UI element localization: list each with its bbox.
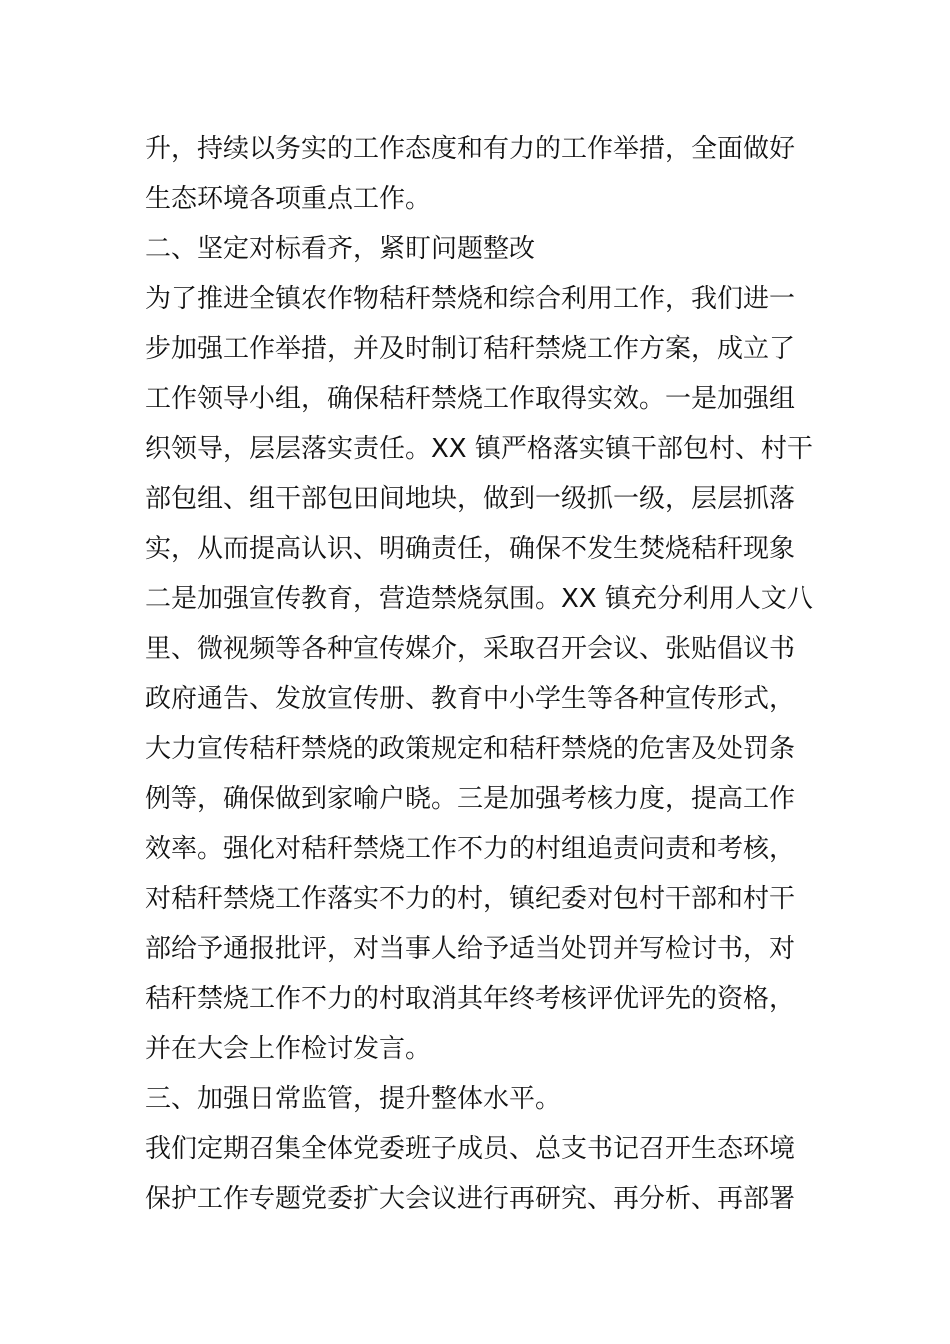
text-line: 部包组、组干部包田间地块，做到一级抓一级，层层抓落 [145, 484, 796, 514]
text-line: 里、微视频等各种宣传媒介，采取召开会议、张贴倡议书 [145, 634, 796, 664]
text-line: 秸秆禁烧工作不力的村取消其年终考核评优评先的资格， [145, 984, 796, 1014]
text-line: 织领导，层层落实责任。XX 镇严格落实镇干部包村、村干 [145, 434, 813, 464]
section-heading: 三、加强日常监管，提升整体水平。 [145, 1084, 562, 1114]
text-line: 大力宣传秸秆禁烧的政策规定和秸秆禁烧的危害及处罚条 [145, 734, 796, 764]
section-heading: 二、坚定对标看齐，紧盯问题整改 [145, 234, 536, 264]
text-line: 我们定期召集全体党委班子成员、总支书记召开生态环境 [145, 1134, 796, 1164]
text-line: 实，从而提高认识、明确责任，确保不发生焚烧秸秆现象 [145, 534, 796, 564]
text-line: 生态环境各项重点工作。 [145, 184, 432, 214]
text-line: 政府通告、发放宣传册、教育中小学生等各种宣传形式， [145, 684, 796, 714]
text-line: 保护工作专题党委扩大会议进行再研究、再分析、再部署 [145, 1184, 796, 1214]
text-line: 部给予通报批评，对当事人给予适当处罚并写检讨书，对 [145, 934, 796, 964]
text-line: 对秸秆禁烧工作落实不力的村，镇纪委对包村干部和村干 [145, 884, 796, 914]
text-line: 为了推进全镇农作物秸秆禁烧和综合利用工作，我们进一 [145, 284, 796, 314]
text-line: 例等，确保做到家喻户晓。三是加强考核力度，提高工作 [145, 784, 796, 814]
text-line: 效率。强化对秸秆禁烧工作不力的村组追责问责和考核， [145, 834, 796, 864]
text-line: 二是加强宣传教育，营造禁烧氛围。XX 镇充分利用人文八 [145, 584, 813, 614]
text-line: 步加强工作举措，并及时制订秸秆禁烧工作方案，成立了 [145, 334, 796, 364]
text-line: 并在大会上作检讨发言。 [145, 1034, 432, 1064]
text-line: 工作领导小组，确保秸秆禁烧工作取得实效。一是加强组 [145, 384, 796, 414]
document-body [145, 124, 813, 1224]
text-line: 升，持续以务实的工作态度和有力的工作举措，全面做好 [145, 134, 796, 164]
